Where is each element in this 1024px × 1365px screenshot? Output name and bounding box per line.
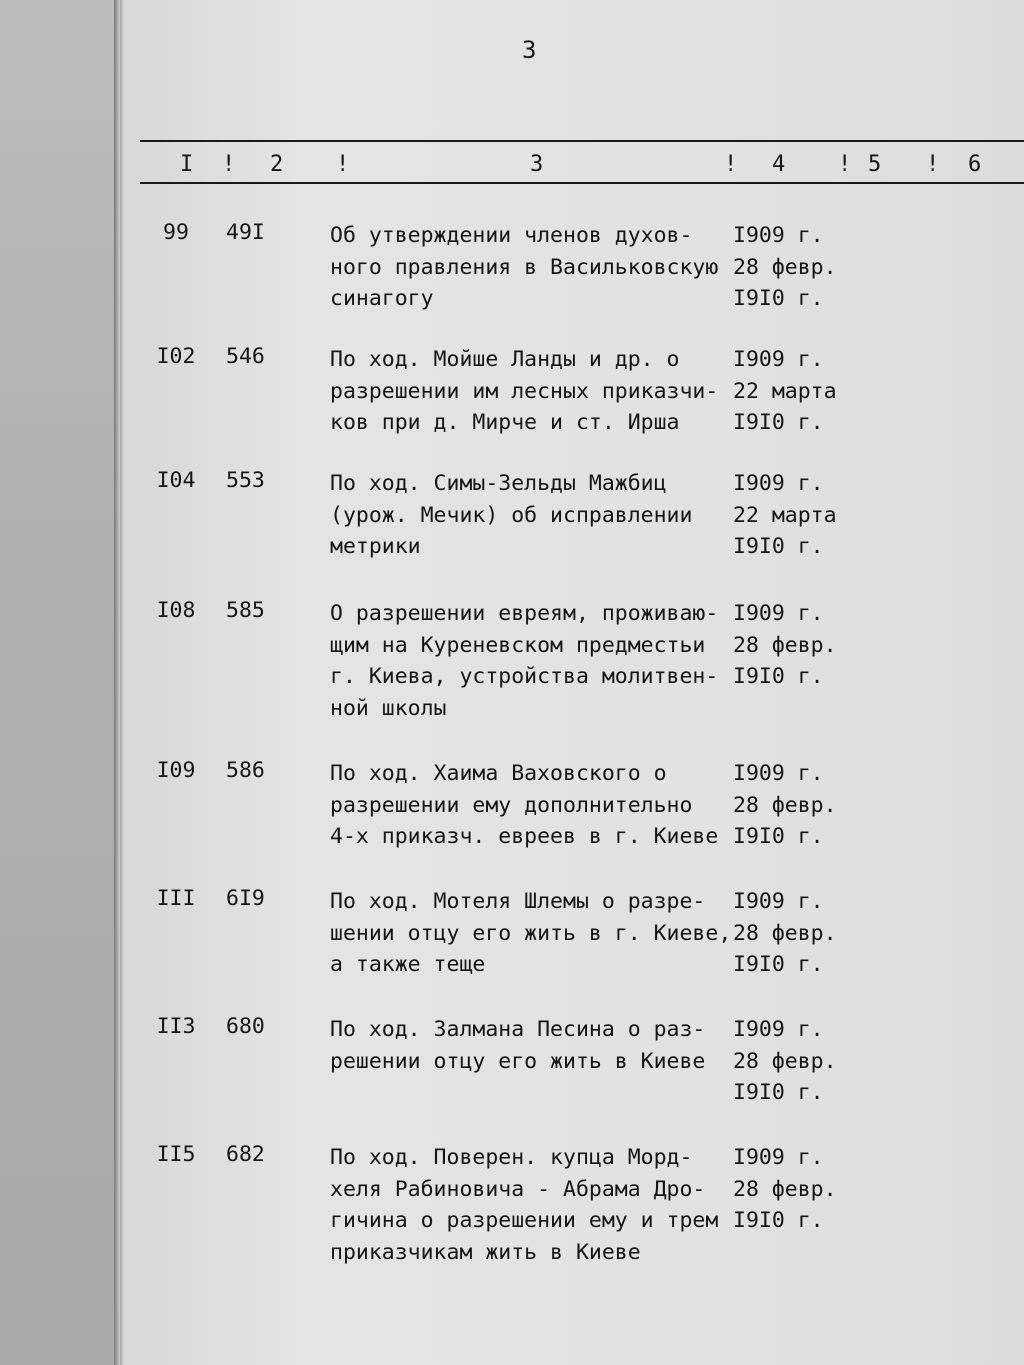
row-number: 99 [163, 220, 189, 245]
case-title-line: По ход. Залмана Песина о раз- [330, 1017, 706, 1042]
case-title-line: ного правления в Васильковскую [330, 254, 719, 280]
row-number: I02 [156, 344, 196, 369]
case-dates [733, 758, 837, 853]
case-title-line: ков при д. Мирче и ст. Ирша [330, 410, 680, 435]
date-line: 28 февр. [733, 1176, 837, 1202]
row-number: II5 [156, 1142, 196, 1167]
case-title [330, 220, 730, 315]
header-col-3: 3 [530, 152, 544, 177]
case-number: 6I9 [226, 886, 265, 911]
case-number: 546 [226, 344, 265, 369]
header-col-4: 4 [772, 152, 786, 177]
date-line: I909 г. [733, 1145, 824, 1170]
case-title-line: По ход. Поверен. купца Морд- [330, 1145, 693, 1170]
case-title-line: шении отцу его жить в г. Киеве, [330, 920, 732, 946]
case-title-line: По ход. Симы-Зельды Мажбиц [330, 471, 667, 496]
case-title [330, 344, 730, 439]
date-line: I9I0 г. [733, 1080, 824, 1105]
case-dates [733, 598, 837, 693]
case-title-line: Об утверждении членов духов- [330, 223, 693, 248]
case-title-line: 4-х приказч. евреев в г. Киеве [330, 824, 719, 849]
case-dates [733, 220, 837, 315]
case-title [330, 886, 730, 981]
date-line: I909 г. [733, 347, 824, 372]
case-title [330, 468, 730, 563]
header-separator: ! [336, 152, 350, 177]
header-col-2: 2 [270, 152, 284, 177]
case-dates [733, 886, 837, 981]
header-bottom-rule [140, 182, 1024, 184]
date-line: 22 марта [733, 502, 837, 528]
case-dates [733, 344, 837, 439]
date-line: I909 г. [733, 889, 824, 914]
header-separator: ! [222, 152, 236, 177]
header-separator: ! [926, 152, 940, 177]
case-title [330, 1014, 730, 1077]
date-line: 22 марта [733, 378, 837, 404]
date-line: 28 февр. [733, 920, 837, 946]
row-number: II3 [156, 1014, 196, 1039]
case-title-line: По ход. Хаима Ваховского о [330, 761, 667, 786]
date-line: I9I0 г. [733, 286, 824, 311]
case-title-line: хеля Рабиновича - Абрама Дро- [330, 1176, 706, 1202]
row-number: I08 [156, 598, 196, 623]
case-number: 682 [226, 1142, 265, 1167]
date-line: I909 г. [733, 223, 824, 248]
case-title-line: По ход. Мойше Ланды и др. о [330, 347, 680, 372]
case-title-line: гичина о разрешении ему и трем [330, 1208, 719, 1233]
date-line: I909 г. [733, 601, 824, 626]
case-dates [733, 1142, 837, 1237]
date-line: I9I0 г. [733, 1208, 824, 1233]
case-title-line: щим на Куреневском предместьи [330, 632, 706, 658]
case-title-line: О разрешении евреям, проживаю- [330, 601, 719, 626]
row-number: I09 [156, 758, 196, 783]
header-col-5: 5 [868, 152, 882, 177]
date-line: I9I0 г. [733, 952, 824, 977]
case-title-line: По ход. Мотеля Шлемы о разре- [330, 889, 706, 914]
case-number: 680 [226, 1014, 265, 1039]
case-title-line: г. Киева, устройства молитвен- [330, 664, 719, 689]
case-title-line: приказчикам жить в Киеве [330, 1239, 641, 1265]
case-dates [733, 1014, 837, 1109]
case-title-line: (урож. Мечик) об исправлении [330, 502, 693, 528]
page-fold [114, 0, 120, 1365]
date-line: 28 февр. [733, 792, 837, 818]
case-number: 585 [226, 598, 265, 623]
date-line: 28 февр. [733, 254, 837, 280]
case-number: 49I [226, 220, 265, 245]
date-line: I9I0 г. [733, 410, 824, 435]
header-col-1: I [180, 152, 194, 177]
header-col-6: 6 [968, 152, 982, 177]
header-separator: ! [724, 152, 738, 177]
case-title-line: разрешении ему дополнительно [330, 792, 693, 818]
case-number: 586 [226, 758, 265, 783]
case-title-line: ной школы [330, 695, 447, 721]
date-line: 28 февр. [733, 632, 837, 658]
date-line: I909 г. [733, 761, 824, 786]
table-header [140, 152, 1024, 180]
case-title [330, 758, 730, 853]
case-number: 553 [226, 468, 265, 493]
date-line: I9I0 г. [733, 824, 824, 849]
header-separator: ! [838, 152, 852, 177]
row-number: III [156, 886, 196, 911]
case-title-line: метрики [330, 534, 421, 559]
case-title [330, 598, 730, 724]
case-title-line: разрешении им лесных приказчи- [330, 378, 719, 404]
date-line: I9I0 г. [733, 664, 824, 689]
page-number: 3 [522, 36, 537, 64]
case-title-line: а также теще [330, 952, 486, 977]
date-line: I909 г. [733, 471, 824, 496]
header-top-rule [140, 140, 1024, 142]
case-title-line: синагогу [330, 286, 434, 311]
case-title [330, 1142, 730, 1268]
date-line: I9I0 г. [733, 534, 824, 559]
case-dates [733, 468, 837, 563]
date-line: 28 февр. [733, 1048, 837, 1074]
row-number: I04 [156, 468, 196, 493]
previous-page-edge [0, 0, 116, 1365]
date-line: I909 г. [733, 1017, 824, 1042]
case-title-line: решении отцу его жить в Киеве [330, 1048, 706, 1074]
